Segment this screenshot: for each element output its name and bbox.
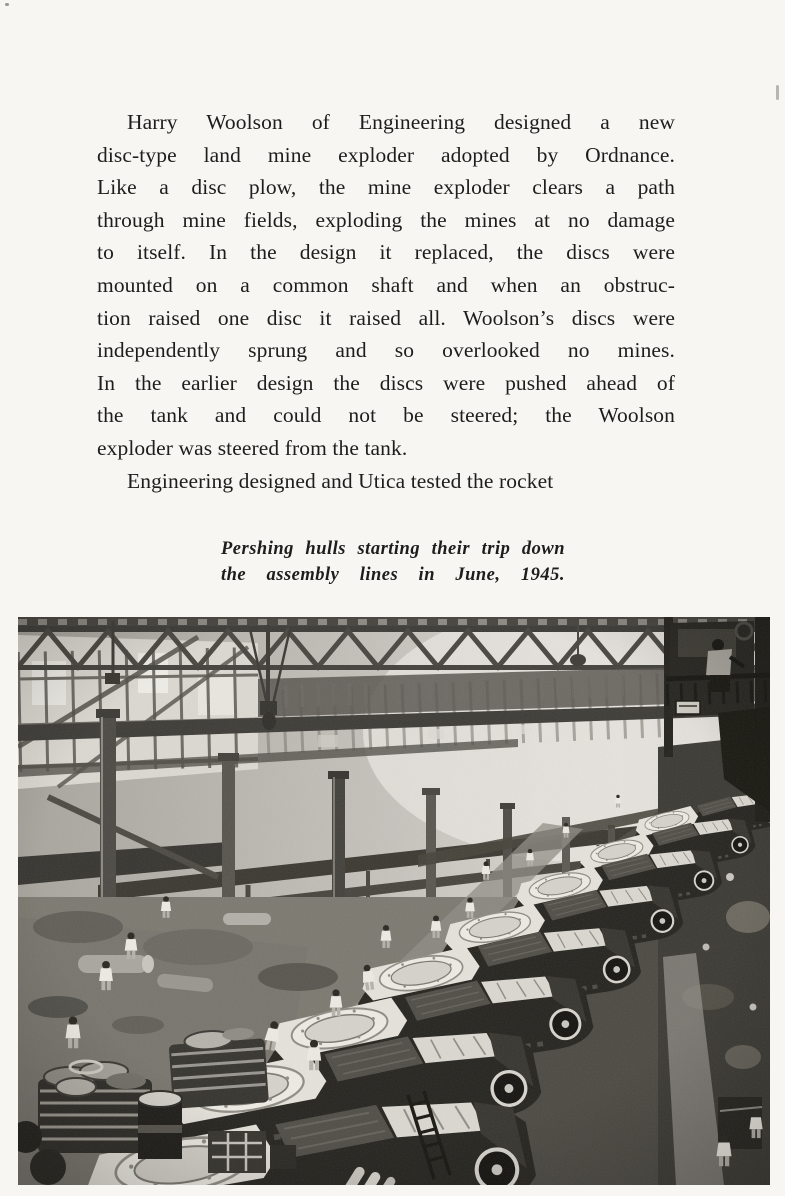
text-line: Like a disc plow, the mine exploder clears a path <box>97 175 675 200</box>
text-line: tion raised one disc it raised all. Woolson’s discs were <box>97 305 675 330</box>
text-line: independently sprung and so overlooked no mines. <box>97 338 675 363</box>
caption-line: the assembly lines in June, 1945. <box>221 564 565 585</box>
text-line: disc-type land mine exploder adopted by Ordnance. <box>97 142 675 167</box>
assembly-line-photo <box>18 617 770 1185</box>
vignette-overlay <box>18 617 770 1185</box>
caption-line: Pershing hulls starting their trip down <box>221 539 565 559</box>
text-line: the tank and could not be steered; the Woolson <box>97 403 675 428</box>
text-line: mounted on a common shaft and when an obstruc- <box>97 272 675 297</box>
text-line: In the earlier design the discs were pushed ahead of <box>97 370 675 395</box>
factory-photo-svg <box>18 617 770 1185</box>
photo-caption <box>221 537 565 588</box>
scan-artifact <box>776 85 779 100</box>
text-line: through mine fields, exploding the mines at no damage <box>97 207 675 232</box>
text-line: Engineering designed and Utica tested the rocket <box>127 468 554 493</box>
text-line: Harry Woolson of Engineering designed a new <box>127 110 675 134</box>
text-line: to itself. In the design it replaced, the discs were <box>97 240 675 265</box>
scan-artifact <box>5 3 9 6</box>
paragraph-block <box>97 106 675 497</box>
text-line: exploder was steered from the tank. <box>97 435 408 460</box>
